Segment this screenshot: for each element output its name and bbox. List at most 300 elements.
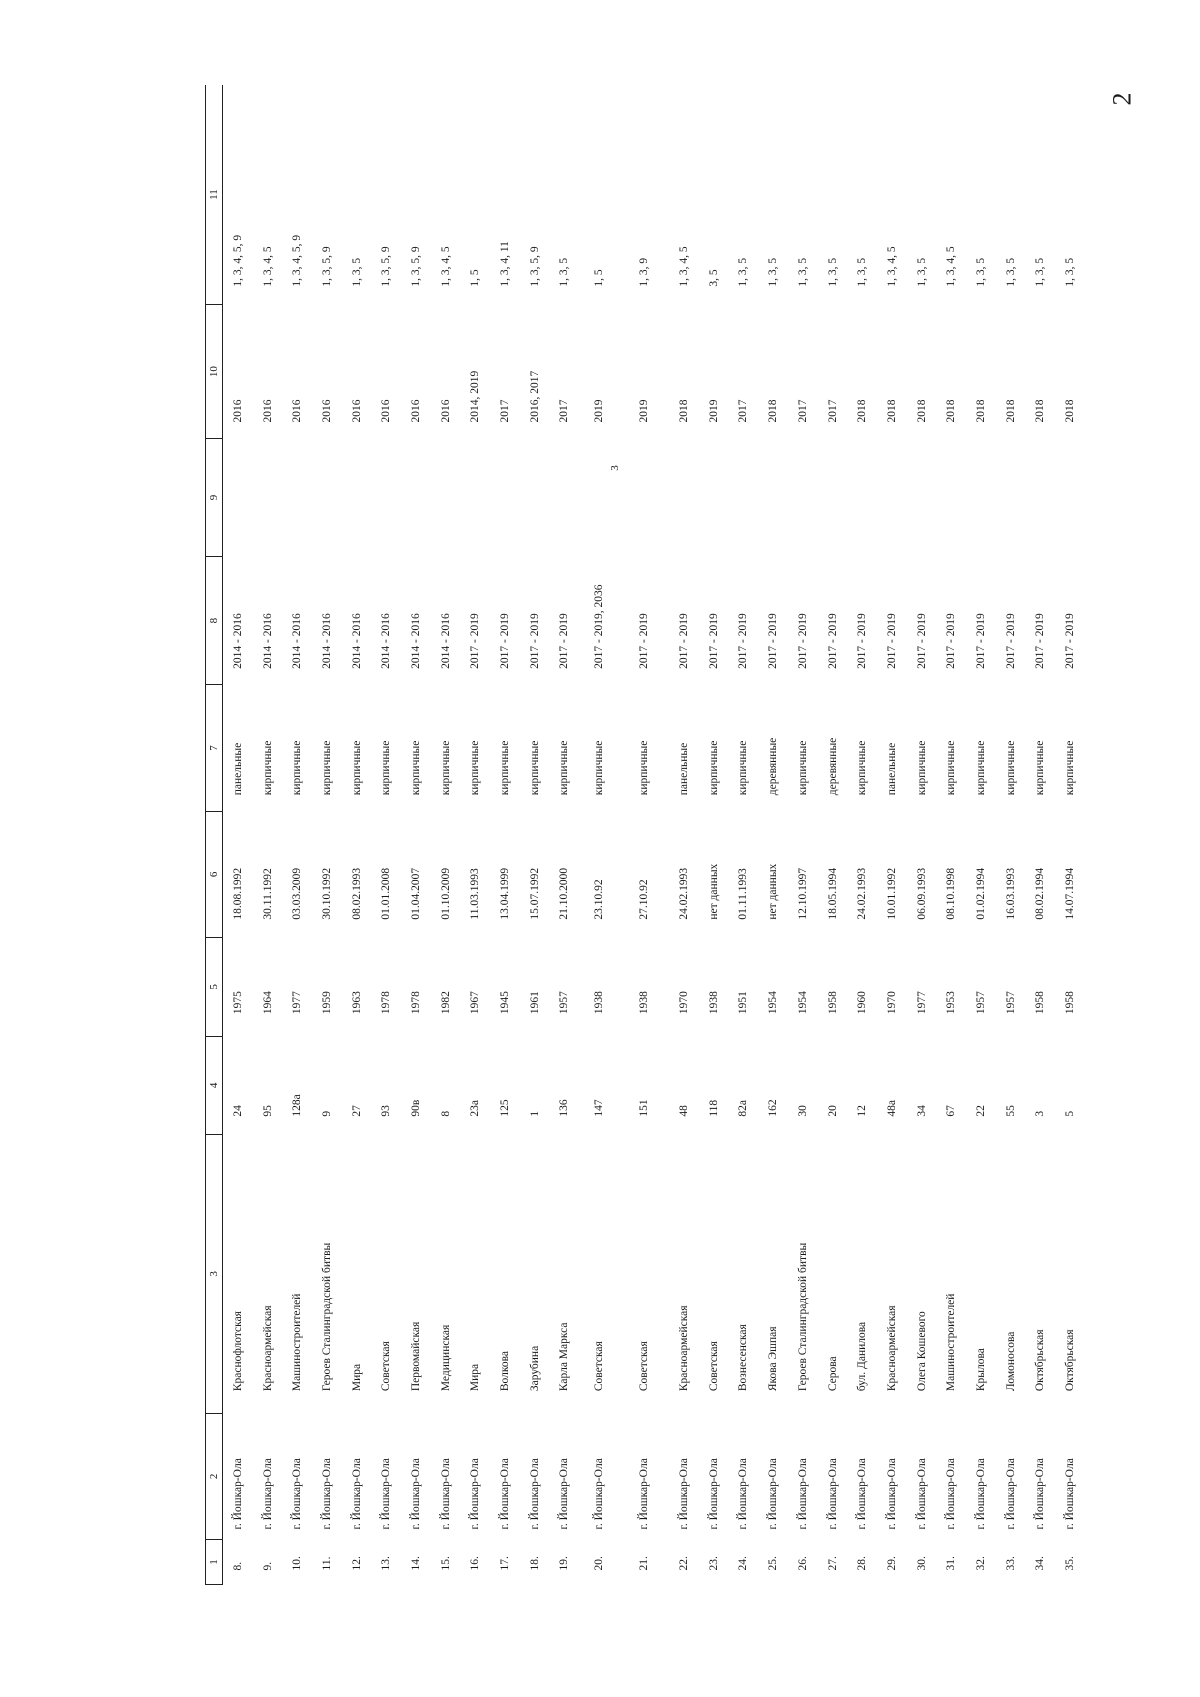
city-cell: г. Йошкар-Ола bbox=[439, 1458, 452, 1530]
city-cell: г. Йошкар-Ола bbox=[291, 1458, 304, 1530]
date-cell: 01.11.1993 bbox=[737, 868, 750, 920]
house-number-cell: 34 bbox=[915, 1105, 928, 1117]
street-cell: Советская bbox=[593, 1341, 606, 1392]
col11-cell: 1, 3, 5 bbox=[1064, 257, 1077, 287]
col11-cell: 1, 3, 5 bbox=[1004, 257, 1017, 287]
col10-cell: 2018 bbox=[1034, 399, 1047, 423]
table-row bbox=[758, 85, 788, 1585]
col10-cell: 2016, 2017 bbox=[528, 370, 541, 423]
build-year-cell: 1954 bbox=[796, 991, 809, 1015]
table-row bbox=[1026, 85, 1056, 1585]
col9-cell bbox=[223, 439, 253, 557]
wall-material-cell: кирпичные bbox=[469, 740, 482, 796]
date-cell: 01.10.2009 bbox=[439, 867, 452, 920]
street-cell: Советская bbox=[707, 1341, 720, 1392]
col11-cell: 1, 3, 5, 9 bbox=[409, 246, 422, 287]
period-cell: 2017 - 2019 bbox=[1034, 613, 1047, 669]
col10-cell: 2018 bbox=[974, 399, 987, 423]
col9-cell bbox=[847, 439, 877, 557]
col11-cell: 1, 3, 4, 5 bbox=[678, 246, 691, 287]
build-year-cell: 1970 bbox=[885, 991, 898, 1015]
house-number-cell: 136 bbox=[558, 1099, 571, 1117]
date-cell: 12.10.1997 bbox=[796, 867, 809, 920]
table-row bbox=[996, 85, 1026, 1585]
col9-cell bbox=[461, 439, 491, 557]
house-number-cell: 82а bbox=[737, 1100, 750, 1117]
row-number: 15. bbox=[439, 1556, 452, 1571]
table-row bbox=[847, 85, 877, 1585]
build-year-cell: 1963 bbox=[350, 991, 363, 1015]
row-number: 12. bbox=[350, 1556, 363, 1571]
row-number: 32. bbox=[974, 1556, 987, 1571]
col11-cell: 1, 3, 5, 9 bbox=[380, 246, 393, 287]
col9-cell bbox=[520, 439, 550, 557]
col10-cell: 2018 bbox=[856, 399, 869, 423]
table-row bbox=[788, 85, 818, 1585]
table-row bbox=[669, 85, 699, 1585]
build-year-cell: 1938 bbox=[638, 991, 651, 1015]
house-number-cell: 48а bbox=[885, 1100, 898, 1117]
house-number-cell: 90в bbox=[409, 1099, 422, 1117]
street-cell: бул. Данилова bbox=[856, 1321, 869, 1392]
wall-material-cell: кирпичные bbox=[707, 740, 720, 796]
date-cell: 18.08.1992 bbox=[231, 867, 244, 920]
house-number-cell: 162 bbox=[767, 1099, 780, 1117]
col10-cell: 2016 bbox=[320, 399, 333, 423]
col11-cell: 1, 3, 5 bbox=[350, 257, 363, 287]
col11-cell: 1, 3, 4, 5 bbox=[885, 246, 898, 287]
period-cell: 2017 - 2019 bbox=[826, 613, 839, 669]
row-number: 23. bbox=[707, 1556, 720, 1571]
build-year-cell: 1958 bbox=[1064, 991, 1077, 1015]
row-number: 18. bbox=[528, 1556, 541, 1571]
period-cell: 2014 - 2016 bbox=[380, 613, 393, 669]
period-cell: 2017 - 2019 bbox=[1004, 613, 1017, 669]
street-cell: Карла Маркса bbox=[558, 1322, 571, 1392]
build-year-cell: 1970 bbox=[678, 991, 691, 1015]
date-cell: 16.03.1993 bbox=[1004, 867, 1017, 920]
table-row bbox=[371, 85, 401, 1585]
city-cell: г. Йошкар-Ола bbox=[1004, 1458, 1017, 1530]
table-row bbox=[907, 85, 937, 1585]
city-cell: г. Йошкар-Ола bbox=[945, 1458, 958, 1530]
col10-cell: 2014, 2019 bbox=[469, 370, 482, 423]
col9-cell bbox=[253, 439, 283, 557]
house-number-cell: 22 bbox=[974, 1105, 987, 1117]
col9-cell bbox=[966, 439, 996, 557]
period-cell: 2014 - 2016 bbox=[439, 613, 452, 669]
wall-material-cell: кирпичные bbox=[1004, 740, 1017, 796]
build-year-cell: 1978 bbox=[380, 991, 393, 1015]
table-row bbox=[461, 85, 491, 1585]
col10-cell: 2019 bbox=[593, 399, 606, 423]
col11-cell: 1, 3, 5, 9 bbox=[528, 246, 541, 287]
street-cell: Ломоносова bbox=[1004, 1331, 1017, 1392]
table-row bbox=[579, 85, 619, 1585]
wall-material-cell: кирпичные bbox=[1034, 740, 1047, 796]
street-cell: Машиностроителей bbox=[291, 1293, 304, 1392]
row-number: 29. bbox=[885, 1556, 898, 1571]
city-cell: г. Йошкар-Ола bbox=[261, 1458, 274, 1530]
house-number-cell: 27 bbox=[350, 1105, 363, 1117]
table-row bbox=[699, 85, 729, 1585]
col-header-2: 2 bbox=[206, 1413, 223, 1539]
date-cell: 08.10.1998 bbox=[945, 867, 958, 920]
col10-cell: 2018 bbox=[1004, 399, 1017, 423]
wall-material-cell: кирпичные bbox=[528, 740, 541, 796]
row-number: 22. bbox=[678, 1556, 691, 1571]
wall-material-cell: кирпичные bbox=[856, 740, 869, 796]
city-cell: г. Йошкар-Ола bbox=[638, 1458, 651, 1530]
date-cell: 18.05.1994 bbox=[826, 867, 839, 920]
col11-cell: 1, 3, 5 bbox=[558, 257, 571, 287]
row-number: 8. bbox=[231, 1561, 244, 1571]
period-cell: 2014 - 2016 bbox=[320, 613, 333, 669]
street-cell: Вознесенская bbox=[737, 1324, 750, 1392]
street-cell: Медицинская bbox=[439, 1324, 452, 1392]
period-cell: 2017 - 2019 bbox=[856, 613, 869, 669]
col-header-4: 4 bbox=[206, 1036, 223, 1135]
street-cell: Краснофлотская bbox=[231, 1311, 244, 1392]
date-cell: 24.02.1993 bbox=[678, 867, 691, 920]
period-cell: 2017 - 2019 bbox=[767, 613, 780, 669]
period-cell: 2017 - 2019, 2036 bbox=[593, 584, 606, 669]
wall-material-cell: панельные bbox=[885, 742, 898, 796]
street-cell: Советская bbox=[638, 1341, 651, 1392]
street-cell: Октябрьская bbox=[1064, 1329, 1077, 1392]
col11-cell: 1, 3, 4, 5, 9 bbox=[231, 234, 244, 287]
street-cell: Машиностроителей bbox=[945, 1293, 958, 1392]
row-number: 27. bbox=[826, 1556, 839, 1571]
period-cell: 2017 - 2019 bbox=[945, 613, 958, 669]
date-cell: 30.11.1992 bbox=[261, 868, 274, 920]
date-cell: 24.02.1993 bbox=[856, 867, 869, 920]
street-cell: Волкова bbox=[499, 1350, 512, 1392]
street-cell: Красноармейская bbox=[678, 1305, 691, 1392]
col11-cell: 1, 3, 4, 5 bbox=[945, 246, 958, 287]
row-number: 16. bbox=[469, 1556, 482, 1571]
row-number: 24. bbox=[737, 1556, 750, 1571]
wall-material-cell: кирпичные bbox=[439, 740, 452, 796]
row-number: 9. bbox=[261, 1561, 274, 1571]
build-year-cell: 1964 bbox=[261, 991, 274, 1015]
row-number: 17. bbox=[499, 1556, 512, 1571]
city-cell: г. Йошкар-Ола bbox=[678, 1458, 691, 1530]
col-header-6: 6 bbox=[206, 811, 223, 937]
row-number: 14. bbox=[409, 1556, 422, 1571]
wall-material-cell: кирпичные bbox=[380, 740, 393, 796]
col10-cell: 2016 bbox=[231, 399, 244, 423]
city-cell: г. Йошкар-Ола bbox=[767, 1458, 780, 1530]
period-cell: 2017 - 2019 bbox=[528, 613, 541, 669]
build-year-cell: 1961 bbox=[528, 991, 541, 1015]
table-row bbox=[550, 85, 580, 1585]
col9-cell bbox=[788, 439, 818, 557]
house-number-cell: 93 bbox=[380, 1105, 393, 1117]
house-number-cell: 48 bbox=[678, 1105, 691, 1117]
city-cell: г. Йошкар-Ола bbox=[469, 1458, 482, 1530]
row-number: 10. bbox=[291, 1556, 304, 1571]
col11-cell: 1, 5 bbox=[469, 269, 482, 287]
period-cell: 2014 - 2016 bbox=[291, 613, 304, 669]
col9-cell bbox=[996, 439, 1026, 557]
col9-cell bbox=[371, 439, 401, 557]
house-number-cell: 55 bbox=[1004, 1105, 1017, 1117]
wall-material-cell: кирпичные bbox=[409, 740, 422, 796]
period-cell: 2017 - 2019 bbox=[885, 613, 898, 669]
house-number-cell: 8 bbox=[439, 1110, 452, 1117]
col10-cell: 2016 bbox=[439, 399, 452, 423]
table-body bbox=[223, 85, 1085, 1585]
col9-cell bbox=[579, 439, 619, 557]
build-year-cell: 1957 bbox=[974, 991, 987, 1015]
date-cell: 10.01.1992 bbox=[885, 867, 898, 920]
wall-material-cell: кирпичные bbox=[796, 740, 809, 796]
col10-cell: 2016 bbox=[261, 399, 274, 423]
period-cell: 2017 - 2019 bbox=[707, 613, 720, 669]
row-number: 26. bbox=[796, 1556, 809, 1571]
col11-cell: 1, 3, 4, 5, 9 bbox=[291, 234, 304, 287]
row-number: 11. bbox=[320, 1556, 333, 1571]
city-cell: г. Йошкар-Ола bbox=[593, 1458, 606, 1530]
col9-cell bbox=[490, 439, 520, 557]
period-cell: 2017 - 2019 bbox=[915, 613, 928, 669]
street-cell: Мира bbox=[350, 1363, 363, 1392]
wall-material-cell: кирпичные bbox=[291, 740, 304, 796]
col10-cell: 2017 bbox=[737, 399, 750, 423]
col9-cell bbox=[907, 439, 937, 557]
col9-cell bbox=[818, 439, 848, 557]
build-year-cell: 1938 bbox=[593, 991, 606, 1015]
wall-material-cell: кирпичные bbox=[320, 740, 333, 796]
col-header-5: 5 bbox=[206, 938, 223, 1037]
table-row bbox=[619, 85, 669, 1585]
date-cell: нет данных bbox=[707, 863, 720, 920]
stray-mark: 3 bbox=[608, 465, 621, 471]
col-header-11: 11 bbox=[206, 85, 223, 305]
table-row bbox=[729, 85, 759, 1585]
house-number-cell: 23а bbox=[469, 1100, 482, 1117]
col9-cell bbox=[619, 439, 669, 557]
col9-cell bbox=[699, 439, 729, 557]
date-cell: 11.03.1993 bbox=[469, 868, 482, 920]
col9-cell bbox=[312, 439, 342, 557]
col10-cell: 2018 bbox=[678, 399, 691, 423]
date-cell: 06.09.1993 bbox=[915, 867, 928, 920]
city-cell: г. Йошкар-Ола bbox=[320, 1458, 333, 1530]
col10-cell: 2016 bbox=[291, 399, 304, 423]
table-row bbox=[431, 85, 461, 1585]
period-cell: 2017 - 2019 bbox=[638, 613, 651, 669]
wall-material-cell: кирпичные bbox=[1064, 740, 1077, 796]
period-cell: 2017 - 2019 bbox=[678, 613, 691, 669]
house-number-cell: 125 bbox=[499, 1099, 512, 1117]
col11-cell: 1, 3, 5 bbox=[826, 257, 839, 287]
col9-cell bbox=[431, 439, 461, 557]
house-number-cell: 128а bbox=[291, 1094, 304, 1117]
house-number-cell: 118 bbox=[707, 1099, 720, 1117]
city-cell: г. Йошкар-Ола bbox=[528, 1458, 541, 1530]
col9-cell bbox=[877, 439, 907, 557]
wall-material-cell: кирпичные bbox=[737, 740, 750, 796]
col10-cell: 2018 bbox=[885, 399, 898, 423]
col10-cell: 2018 bbox=[945, 399, 958, 423]
house-number-cell: 1 bbox=[528, 1110, 541, 1117]
house-number-cell: 12 bbox=[856, 1105, 869, 1117]
build-year-cell: 1951 bbox=[737, 991, 750, 1015]
row-number: 31. bbox=[945, 1556, 958, 1571]
col10-cell: 2017 bbox=[826, 399, 839, 423]
wall-material-cell: панельные bbox=[231, 742, 244, 796]
build-year-cell: 1977 bbox=[291, 991, 304, 1015]
table-row bbox=[966, 85, 996, 1585]
header-row bbox=[206, 85, 223, 1585]
street-cell: Крылова bbox=[974, 1348, 987, 1392]
col10-cell: 2017 bbox=[499, 399, 512, 423]
rotated-table-container bbox=[205, 85, 1085, 1585]
date-cell: 21.10.2000 bbox=[558, 867, 571, 920]
house-number-cell: 20 bbox=[826, 1105, 839, 1117]
city-cell: г. Йошкар-Ола bbox=[350, 1458, 363, 1530]
row-number: 13. bbox=[380, 1556, 393, 1571]
col10-cell: 2016 bbox=[380, 399, 393, 423]
col9-cell bbox=[342, 439, 372, 557]
col-header-10: 10 bbox=[206, 305, 223, 439]
date-cell: 15.07.1992 bbox=[528, 867, 541, 920]
city-cell: г. Йошкар-Ола bbox=[915, 1458, 928, 1530]
build-year-cell: 1978 bbox=[409, 991, 422, 1015]
city-cell: г. Йошкар-Ола bbox=[409, 1458, 422, 1530]
period-cell: 2017 - 2019 bbox=[469, 613, 482, 669]
col11-cell: 3, 5 bbox=[707, 269, 720, 287]
col10-cell: 2019 bbox=[638, 399, 651, 423]
date-cell: 08.02.1994 bbox=[1034, 867, 1047, 920]
row-number: 30. bbox=[915, 1556, 928, 1571]
table-row bbox=[877, 85, 907, 1585]
city-cell: г. Йошкар-Ола bbox=[707, 1458, 720, 1530]
period-cell: 2014 - 2016 bbox=[409, 613, 422, 669]
house-number-cell: 67 bbox=[945, 1105, 958, 1117]
house-number-cell: 3 bbox=[1034, 1110, 1047, 1117]
wall-material-cell: кирпичные bbox=[638, 740, 651, 796]
col10-cell: 2019 bbox=[707, 399, 720, 423]
period-cell: 2017 - 2019 bbox=[796, 613, 809, 669]
date-cell: 30.10.1992 bbox=[320, 867, 333, 920]
street-cell: Серова bbox=[826, 1356, 839, 1392]
col11-cell: 1, 3, 9 bbox=[638, 257, 651, 287]
period-cell: 2017 - 2019 bbox=[558, 613, 571, 669]
table-row bbox=[401, 85, 431, 1585]
col11-cell: 1, 3, 4, 5 bbox=[261, 246, 274, 287]
col-header-9: 9 bbox=[206, 439, 223, 557]
street-cell: Героев Сталинградской битвы bbox=[796, 1242, 809, 1392]
row-number: 33. bbox=[1004, 1556, 1017, 1571]
table-row bbox=[312, 85, 342, 1585]
table-row bbox=[520, 85, 550, 1585]
city-cell: г. Йошкар-Ола bbox=[1034, 1458, 1047, 1530]
period-cell: 2017 - 2019 bbox=[1064, 613, 1077, 669]
period-cell: 2014 - 2016 bbox=[350, 613, 363, 669]
table-row bbox=[223, 85, 253, 1585]
col9-cell bbox=[669, 439, 699, 557]
city-cell: г. Йошкар-Ола bbox=[856, 1458, 869, 1530]
col-header-7: 7 bbox=[206, 685, 223, 811]
city-cell: г. Йошкар-Ола bbox=[885, 1458, 898, 1530]
table-row bbox=[253, 85, 283, 1585]
city-cell: г. Йошкар-Ола bbox=[380, 1458, 393, 1530]
col10-cell: 2017 bbox=[796, 399, 809, 423]
col10-cell: 2018 bbox=[767, 399, 780, 423]
street-cell: Якова Эшпая bbox=[767, 1326, 780, 1392]
build-year-cell: 1938 bbox=[707, 991, 720, 1015]
house-number-cell: 147 bbox=[593, 1099, 606, 1117]
house-number-cell: 9 bbox=[320, 1110, 333, 1117]
table-row bbox=[818, 85, 848, 1585]
city-cell: г. Йошкар-Ола bbox=[499, 1458, 512, 1530]
house-number-cell: 24 bbox=[231, 1105, 244, 1117]
row-number: 19. bbox=[558, 1556, 571, 1571]
col9-cell bbox=[758, 439, 788, 557]
build-year-cell: 1975 bbox=[231, 991, 244, 1015]
wall-material-cell: кирпичные bbox=[261, 740, 274, 796]
col11-cell: 1, 3, 5 bbox=[974, 257, 987, 287]
street-cell: Октябрьская bbox=[1034, 1329, 1047, 1392]
build-year-cell: 1957 bbox=[558, 991, 571, 1015]
col11-cell: 1, 3, 4, 11 bbox=[499, 241, 512, 287]
build-year-cell: 1959 bbox=[320, 991, 333, 1015]
col11-cell: 1, 3, 5 bbox=[915, 257, 928, 287]
col11-cell: 1, 3, 5 bbox=[796, 257, 809, 287]
build-year-cell: 1957 bbox=[1004, 991, 1017, 1015]
period-cell: 2014 - 2016 bbox=[231, 613, 244, 669]
city-cell: г. Йошкар-Ола bbox=[796, 1458, 809, 1530]
col11-cell: 1, 3, 5 bbox=[1034, 257, 1047, 287]
row-number: 35. bbox=[1064, 1556, 1077, 1571]
city-cell: г. Йошкар-Ола bbox=[737, 1458, 750, 1530]
street-cell: Олега Кошевого bbox=[915, 1311, 928, 1392]
row-number: 21. bbox=[638, 1556, 651, 1571]
house-number-cell: 5 bbox=[1064, 1110, 1077, 1117]
date-cell: 01.01.2008 bbox=[380, 867, 393, 920]
col9-cell bbox=[729, 439, 759, 557]
table-row bbox=[490, 85, 520, 1585]
city-cell: г. Йошкар-Ола bbox=[1064, 1458, 1077, 1530]
col11-cell: 1, 3, 5 bbox=[737, 257, 750, 287]
build-year-cell: 1954 bbox=[767, 991, 780, 1015]
wall-material-cell: деревянные bbox=[767, 737, 780, 796]
wall-material-cell: кирпичные bbox=[499, 740, 512, 796]
col11-cell: 1, 5 bbox=[593, 269, 606, 287]
city-cell: г. Йошкар-Ола bbox=[231, 1458, 244, 1530]
date-cell: 01.02.1994 bbox=[974, 867, 987, 920]
col10-cell: 2018 bbox=[1064, 399, 1077, 423]
house-number-cell: 151 bbox=[638, 1099, 651, 1117]
row-number: 25. bbox=[767, 1556, 780, 1571]
col10-cell: 2017 bbox=[558, 399, 571, 423]
col9-cell bbox=[1026, 439, 1056, 557]
period-cell: 2017 - 2019 bbox=[737, 613, 750, 669]
period-cell: 2017 - 2019 bbox=[974, 613, 987, 669]
col10-cell: 2016 bbox=[409, 399, 422, 423]
date-cell: 01.04.2007 bbox=[409, 867, 422, 920]
period-cell: 2014 - 2016 bbox=[261, 613, 274, 669]
col-header-8: 8 bbox=[206, 556, 223, 685]
house-number-cell: 30 bbox=[796, 1105, 809, 1117]
table-row bbox=[282, 85, 312, 1585]
row-number: 34. bbox=[1034, 1556, 1047, 1571]
street-cell: Советская bbox=[380, 1341, 393, 1392]
table-row bbox=[1055, 85, 1085, 1585]
